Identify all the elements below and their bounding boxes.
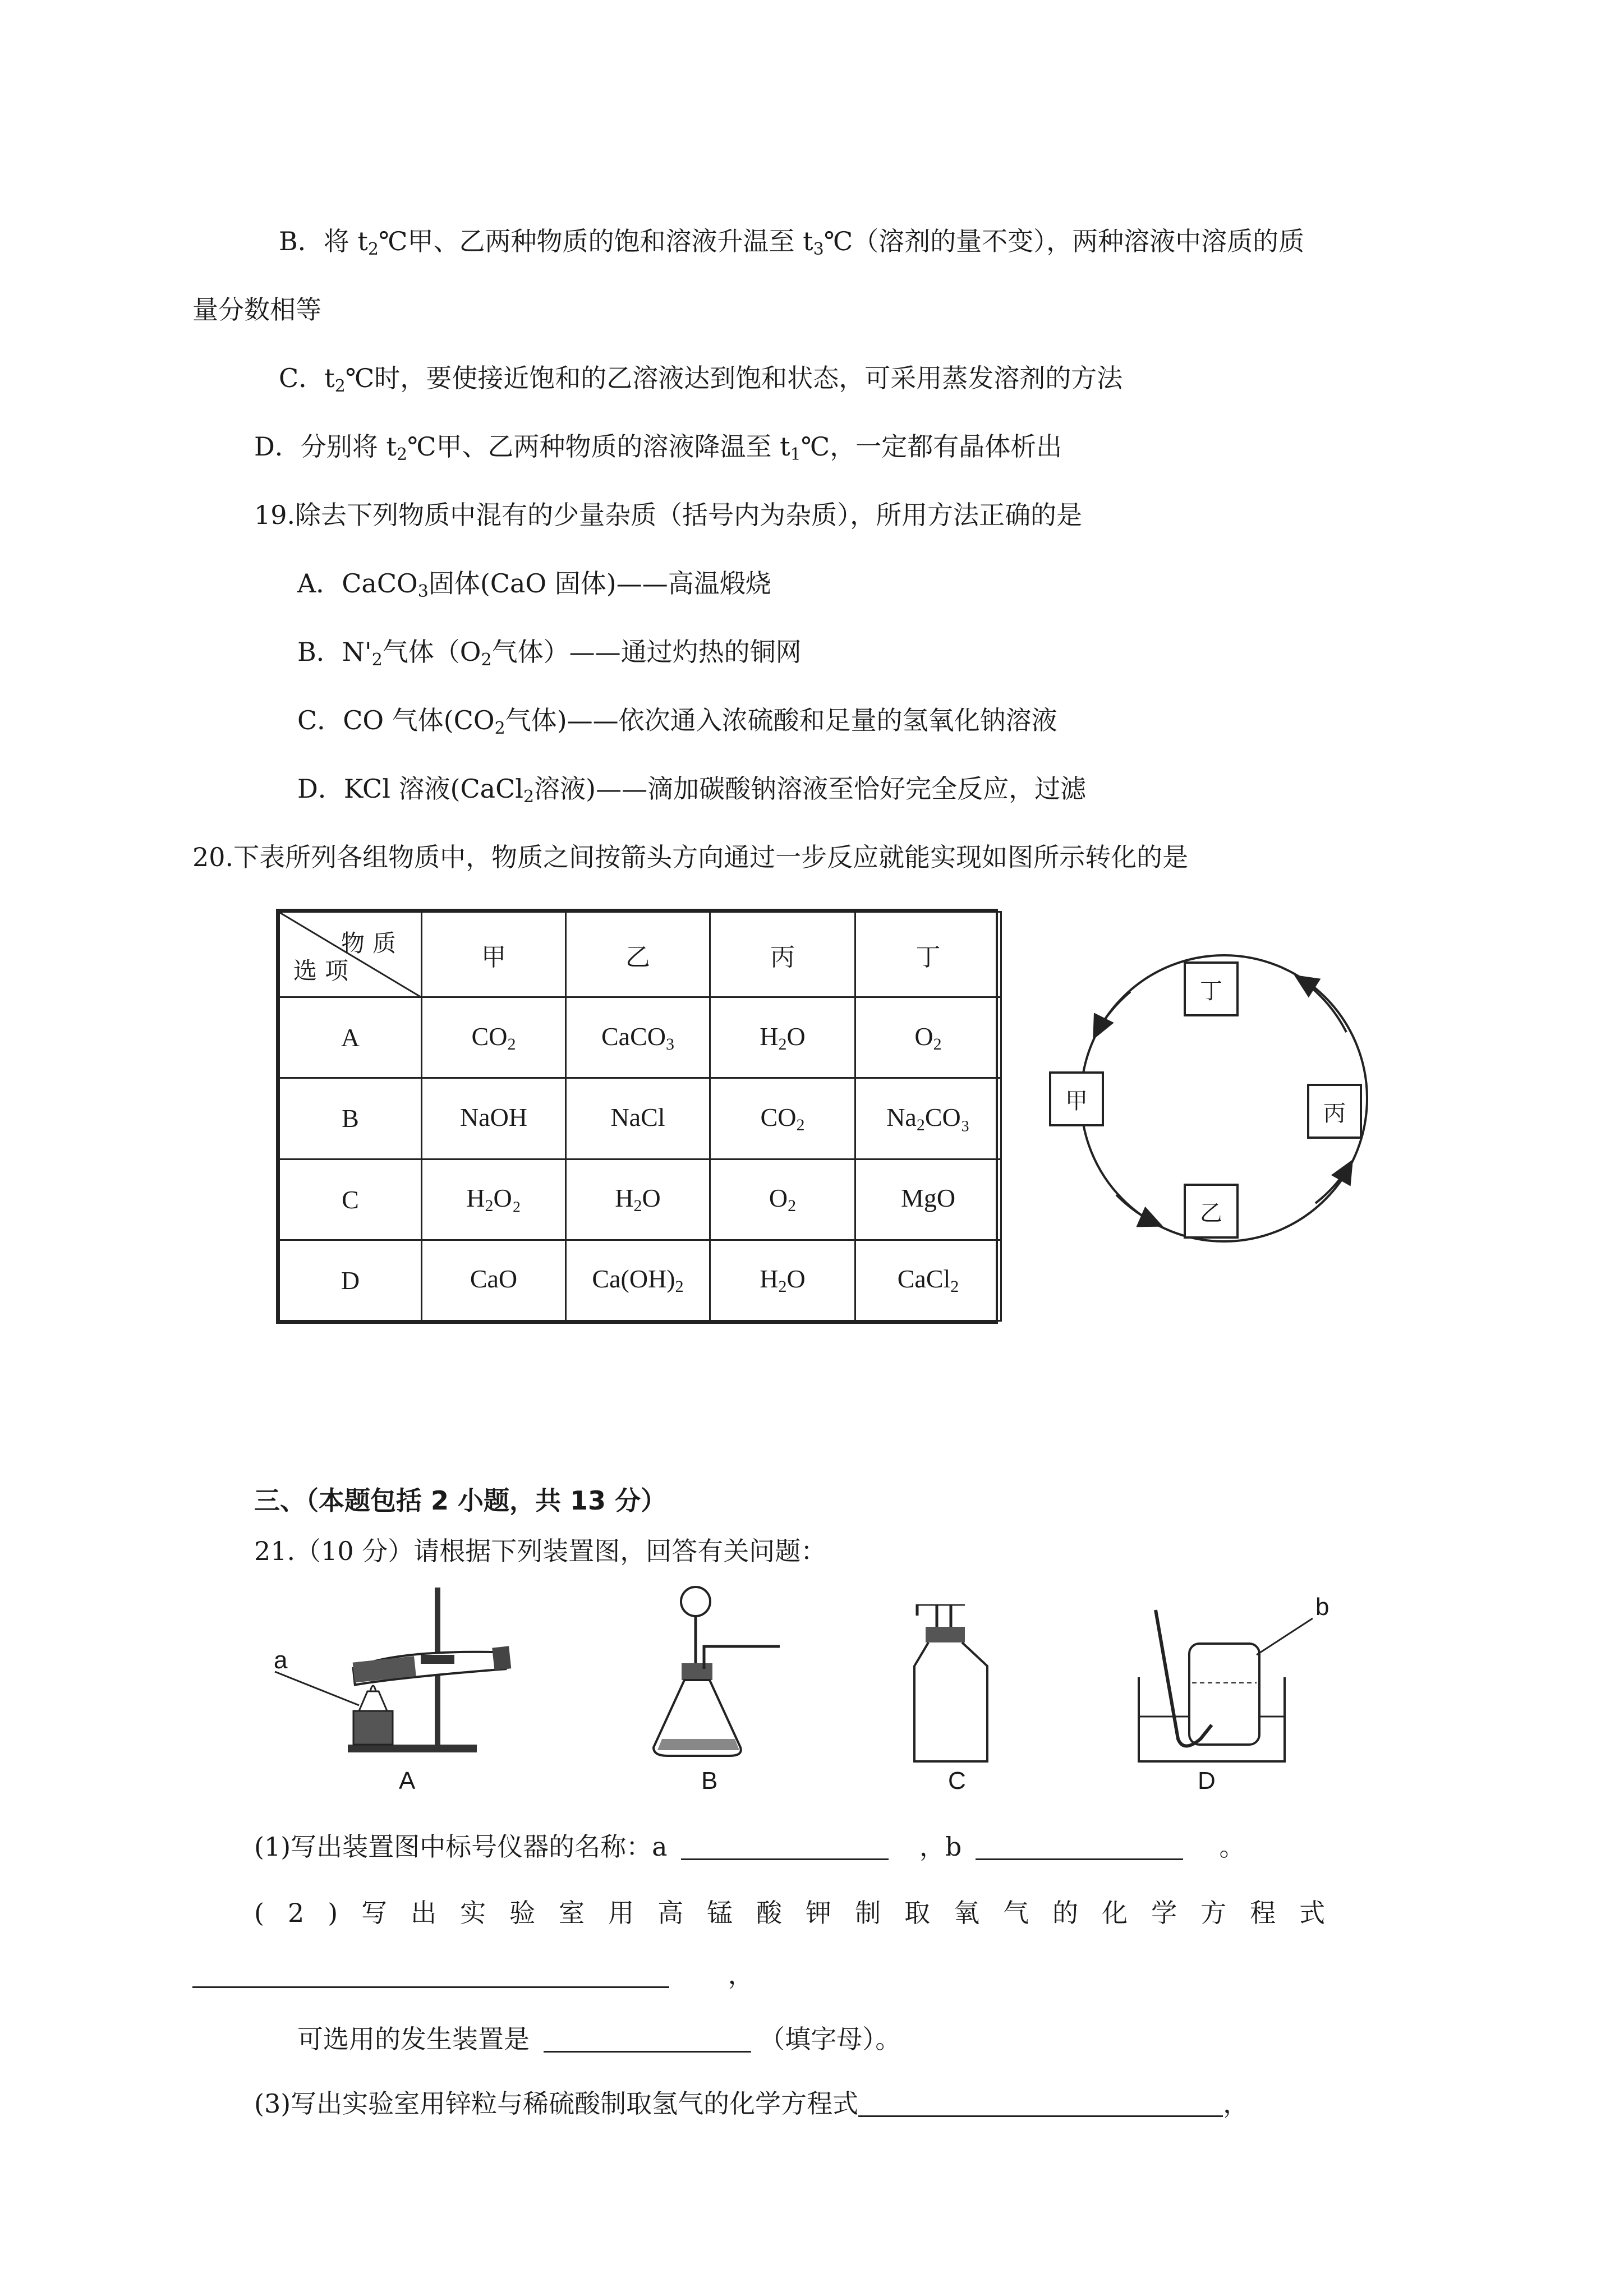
- cycle-node-ding: 丁: [1184, 961, 1239, 1016]
- option-cell: B: [279, 1078, 422, 1159]
- q21-p1-mid: ，b: [919, 1832, 962, 1862]
- q18-d-text2: ℃甲、乙两种物质的溶液降温至 t: [407, 431, 790, 462]
- formula-cell: $O_2$: [710, 1159, 855, 1240]
- q19-a-text2: 固体(CaO 固体)——高温煅烧: [428, 568, 771, 599]
- formula-cell: $CO_2$: [422, 997, 566, 1078]
- q19-c-text1: C．CO 气体(CO: [297, 705, 495, 735]
- answer-blank-equation-h2[interactable]: [858, 2091, 1223, 2117]
- q21-p2b-text: 可选用的发生装置是: [297, 2024, 530, 2054]
- q19-d-text1: D．KCl 溶液(CaCl: [297, 774, 524, 804]
- q18-option-b: [279, 224, 1304, 266]
- q19-option-b: [297, 635, 802, 677]
- q18-b-text2: ℃甲、乙两种物质的饱和溶液升温至 t: [379, 226, 813, 256]
- q18-c-sub: 2: [334, 376, 346, 396]
- formula-cell: $Ca(OH)_2$: [566, 1240, 710, 1320]
- q20-stem: 20.下表所列各组物质中，物质之间按箭头方向通过一步反应就能实现如图所示转化的是: [192, 842, 1189, 872]
- formula-cell: CaO: [422, 1240, 566, 1320]
- formula-cell: $CO_2$: [710, 1078, 855, 1159]
- apparatus-b-icon: [634, 1579, 785, 1764]
- q18-option-c: [279, 361, 1122, 403]
- q18-d-sub1: 2: [397, 445, 408, 464]
- q21-part1: [254, 1830, 1245, 1864]
- q18-b-text1: B．将 t: [279, 226, 368, 256]
- q18-option-b-cont: 量分数相等: [192, 295, 321, 325]
- formula-cell: $H_2O$: [566, 1159, 710, 1240]
- q19-option-a: [297, 567, 771, 609]
- apparatus-label-b: B: [701, 1767, 718, 1795]
- table-corner-cell: [279, 912, 422, 997]
- formula-cell: $H_2O_2$: [422, 1159, 566, 1240]
- option-cell: D: [279, 1240, 422, 1320]
- q18-c-text1: C．t: [279, 363, 335, 393]
- arrow-bing-to-ding: [1296, 976, 1346, 1032]
- formula-cell: NaOH: [422, 1078, 566, 1159]
- apparatus-a-icon: [269, 1576, 539, 1761]
- formula-cell: $Na_2CO_3$: [855, 1078, 1001, 1159]
- answer-blank-apparatus[interactable]: [544, 2026, 751, 2053]
- q19-a-text1: A．CaCO: [297, 568, 418, 599]
- formula-cell: $H_2O$: [710, 997, 855, 1078]
- q21-p1-text: (1)写出装置图中标号仪器的名称：a: [254, 1832, 668, 1862]
- q18-d-sub2: 1: [790, 445, 801, 464]
- q19-d-text2: 溶液)——滴加碳酸钠溶液至恰好完全反应，过滤: [534, 774, 1087, 804]
- q18-d-text3: ℃，一定都有晶体析出: [801, 431, 1062, 462]
- formula-cell: NaCl: [566, 1078, 710, 1159]
- option-cell: A: [279, 997, 422, 1078]
- option-cell: C: [279, 1159, 422, 1240]
- q19-c-text2: 气体)——依次通入浓硫酸和足量的氢氧化钠溶液: [505, 705, 1057, 735]
- corner-top-label: 物质: [341, 930, 404, 957]
- answer-blank-b[interactable]: [976, 1834, 1183, 1860]
- cycle-node-bing: 丙: [1307, 1084, 1362, 1139]
- col-header: 甲: [422, 912, 566, 997]
- label-b: b: [1315, 1593, 1329, 1621]
- q19-b-sub1: 2: [371, 650, 383, 670]
- q21-p2-end: ，: [728, 1959, 754, 1990]
- table-row: [279, 1159, 1001, 1240]
- formula-cell: CaCl$_2$: [855, 1240, 1001, 1320]
- formula-cell: CaCO$_3$: [566, 997, 710, 1078]
- q21-part2b: [297, 2022, 901, 2056]
- q21-stem: 21.（10 分）请根据下列装置图，回答有关问题：: [254, 1536, 827, 1566]
- col-header: 丙: [710, 912, 855, 997]
- q19-stem: 19.除去下列物质中混有的少量杂质（括号内为杂质），所用方法正确的是: [254, 500, 1083, 530]
- q19-b-sub2: 2: [481, 650, 492, 670]
- q18-option-d: [254, 430, 1062, 472]
- q18-b-text3: ℃（溶剂的量不变），两种溶液中溶质的质: [823, 226, 1305, 256]
- col-header: 乙: [566, 912, 710, 997]
- cycle-node-jia: 甲: [1049, 1071, 1104, 1126]
- formula-cell: MgO: [855, 1159, 1001, 1240]
- q18-b-sub2: 3: [813, 240, 824, 259]
- q21-part2-line: [192, 1958, 754, 1991]
- q21-p3-text: (3)写出实验室用锌粒与稀硫酸制取氢气的化学方程式: [254, 2088, 859, 2119]
- apparatus-c-icon: [892, 1604, 1010, 1767]
- q20-table: [276, 909, 998, 1324]
- q19-b-text3: 气体）——通过灼热的铜网: [491, 637, 802, 667]
- q19-c-sub: 2: [494, 719, 505, 738]
- table-row: [279, 997, 1001, 1078]
- q21-p1-end: 。: [1219, 1832, 1245, 1862]
- apparatus-label-c: C: [948, 1767, 966, 1795]
- section-3-heading: 三、（本题包括 2 小题，共 13 分）: [254, 1485, 667, 1516]
- formula-cell: $O_2$: [855, 997, 1001, 1078]
- arrow-ding-to-jia: [1094, 992, 1130, 1038]
- formula-cell: $H_2O$: [710, 1240, 855, 1320]
- q21-p3-end: ，: [1223, 2088, 1249, 2119]
- answer-blank-a[interactable]: [681, 1834, 889, 1860]
- q19-b-text2: 气体（O: [382, 637, 481, 667]
- q18-c-text2: ℃时，要使接近饱和的乙溶液达到饱和状态，可采用蒸发溶剂的方法: [345, 363, 1123, 393]
- table-row: [279, 1240, 1001, 1320]
- q21-p2b-post: （填字母）。: [759, 2024, 901, 2054]
- q19-a-sub: 3: [417, 582, 429, 601]
- q21-part3: [254, 2087, 1249, 2120]
- q19-b-text1: B．N': [297, 637, 372, 667]
- col-header: 丁: [855, 912, 1001, 997]
- apparatus-d-icon: [1133, 1604, 1346, 1773]
- q18-d-text1: D．分别将 t: [254, 431, 397, 462]
- cycle-node-yi: 乙: [1184, 1184, 1239, 1239]
- q19-d-sub: 2: [523, 787, 535, 807]
- label-a: a: [274, 1646, 288, 1674]
- q21-part2: (2)写出实验室用高锰酸钾制取氧气的化学方程式: [254, 1898, 1349, 1928]
- apparatus-label-a: A: [399, 1767, 416, 1795]
- answer-blank-equation-kmno4[interactable]: [192, 1962, 669, 1988]
- arrow-yi-to-bing: [1315, 1161, 1352, 1203]
- corner-bottom-label: 选项: [293, 957, 357, 984]
- table-row: [279, 1078, 1001, 1159]
- q19-option-d: [297, 772, 1086, 814]
- q19-option-c: [297, 703, 1057, 746]
- q18-b-sub1: 2: [367, 240, 379, 259]
- apparatus-label-d: D: [1198, 1767, 1216, 1795]
